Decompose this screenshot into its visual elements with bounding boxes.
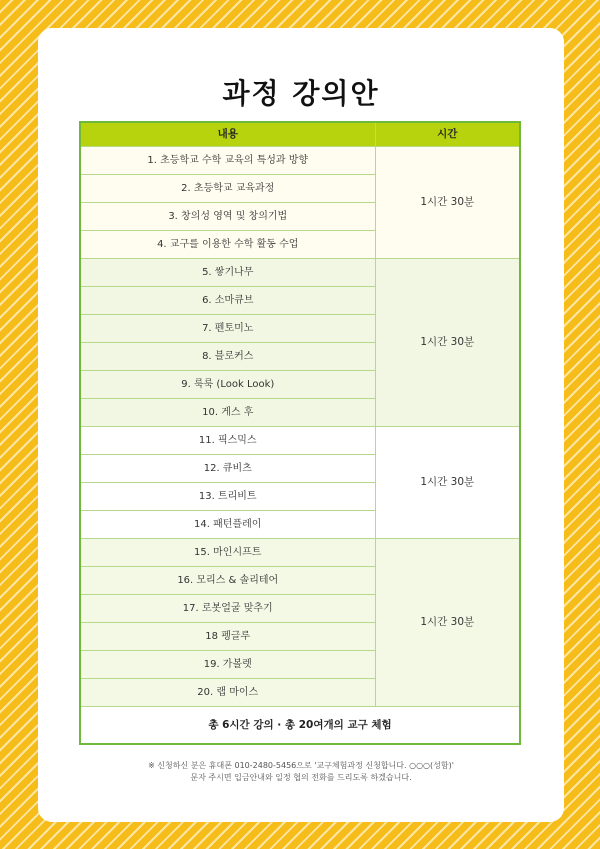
group-time: 1시간 30분 bbox=[375, 427, 520, 539]
content-card bbox=[38, 28, 564, 822]
course-item: 12. 큐비츠 bbox=[80, 455, 375, 483]
course-item: 15. 마인시프트 bbox=[80, 539, 375, 567]
course-item: 14. 패턴플레이 bbox=[80, 511, 375, 539]
course-item: 5. 쌓기나무 bbox=[80, 259, 375, 287]
course-item: 3. 창의성 영역 및 창의기법 bbox=[80, 203, 375, 231]
course-item: 9. 룩룩 (Look Look) bbox=[80, 371, 375, 399]
contact-note bbox=[38, 760, 564, 784]
course-item: 13. 트리비트 bbox=[80, 483, 375, 511]
page-title: 과정 강의안 bbox=[222, 77, 380, 110]
total-row bbox=[80, 707, 520, 745]
course-item: 11. 픽스믹스 bbox=[80, 427, 375, 455]
course-item: 19. 가볼렛 bbox=[80, 651, 375, 679]
note-line-1: ※ 신청하신 분은 휴대폰 010-2480-5456으로 '교구체험과정 신청합니다. ○○○(성함)' bbox=[148, 761, 454, 770]
course-item: 16. 모리스 & 솔리테어 bbox=[80, 567, 375, 595]
course-item: 20. 랩 마이스 bbox=[80, 679, 375, 707]
header-time: 시간 bbox=[375, 122, 520, 147]
header-content: 내용 bbox=[80, 122, 375, 147]
course-table bbox=[79, 121, 521, 745]
total-summary: 총 6시간 강의 · 총 20여개의 교구 체험 bbox=[80, 707, 520, 745]
group-time: 1시간 30분 bbox=[375, 539, 520, 707]
note-line-2: 문자 주시면 입금안내와 일정 협의 전화를 드리도록 하겠습니다. bbox=[190, 773, 412, 782]
course-item: 2. 초등학교 교육과정 bbox=[80, 175, 375, 203]
course-item: 6. 소마큐브 bbox=[80, 287, 375, 315]
course-item: 4. 교구를 이용한 수학 활동 수업 bbox=[80, 231, 375, 259]
table-row bbox=[80, 427, 520, 455]
group-time: 1시간 30분 bbox=[375, 259, 520, 427]
course-item: 10. 게스 후 bbox=[80, 399, 375, 427]
course-item: 18 펭글루 bbox=[80, 623, 375, 651]
course-item: 8. 블로커스 bbox=[80, 343, 375, 371]
group-time: 1시간 30분 bbox=[375, 147, 520, 259]
course-item: 17. 로봇얼굴 맞추기 bbox=[80, 595, 375, 623]
course-item: 7. 펜토미노 bbox=[80, 315, 375, 343]
table-row bbox=[80, 539, 520, 567]
course-item: 1. 초등학교 수학 교육의 특성과 방향 bbox=[80, 147, 375, 175]
table-row bbox=[80, 147, 520, 175]
table-header-row bbox=[80, 122, 520, 147]
table-row bbox=[80, 259, 520, 287]
